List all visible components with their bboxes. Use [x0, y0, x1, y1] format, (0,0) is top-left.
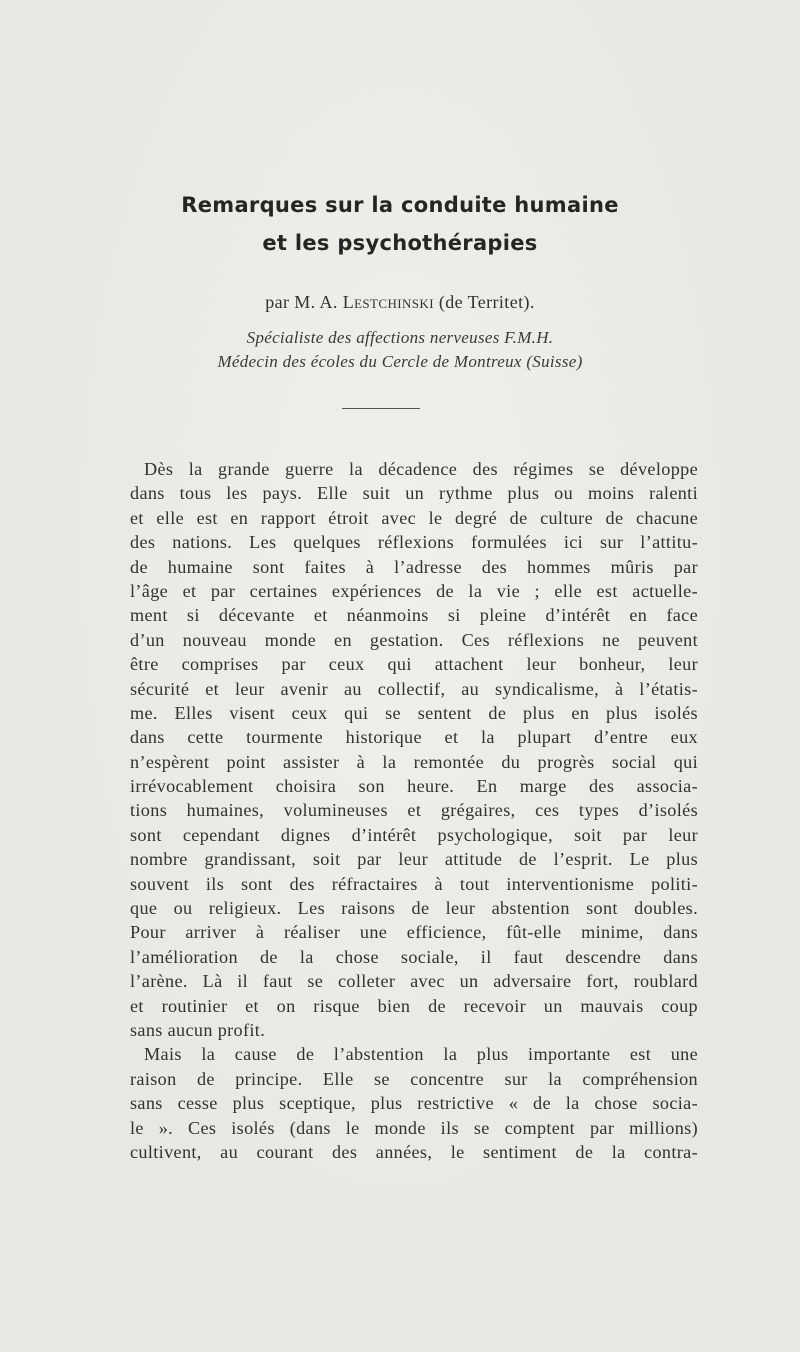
text-line: de humaine sont faites à l’adresse des hommes mûris par	[130, 556, 698, 577]
article-body	[130, 457, 698, 1164]
article-title-line-1: Remarques sur la conduite humaine	[181, 193, 619, 217]
byline-suffix: (de Territet).	[433, 292, 535, 312]
text-line: Mais la cause de l’abstention la plus importante est une	[144, 1044, 698, 1065]
text-line: Dès la grande guerre la décadence des régimes se développe	[144, 459, 698, 479]
text-line: être comprises par ceux qui attachent leur bonheur, leur	[130, 654, 698, 675]
text-line: n’espèrent point assister à la remontée du progrès social qui	[130, 751, 698, 772]
text-line: me. Elles visent ceux qui se sentent de plus en plus isolés	[130, 702, 698, 723]
text-line: sécurité et leur avenir au collectif, au syndicalisme, à l’étatis-	[130, 678, 698, 699]
author-affiliation-2: Médecin des écoles du Cercle de Montreux (Suisse)	[217, 352, 583, 371]
text-line: l’âge et par certaines expériences de la vie ; elle est actuelle-	[130, 580, 698, 601]
text-line: sont cependant dignes d’intérêt psychologique, soit par leur	[130, 824, 698, 845]
text-line: Pour arriver à réaliser une efficience, fût-elle minime, dans	[130, 922, 698, 943]
text-line: le ». Ces isolés (dans le monde ils se comptent par millions)	[130, 1117, 698, 1138]
text-line: sans aucun profit.	[130, 1019, 266, 1040]
paragraph-1	[130, 457, 698, 1042]
text-line: et elle est en rapport étroit avec le degré de culture de chacune	[130, 507, 698, 528]
text-line: raison de principe. Elle se concentre sur la compréhension	[130, 1068, 698, 1089]
text-line: ment si décevante et néanmoins si pleine d’intérêt en face	[130, 605, 698, 626]
section-divider	[342, 408, 420, 409]
text-line: cultivent, au courant des années, le sentiment de la contra-	[130, 1141, 698, 1162]
article-title-line-2: et les psychothérapies	[262, 231, 538, 255]
text-line: que ou religieux. Les raisons de leur abstention sont doubles.	[130, 898, 698, 919]
byline-prefix: par M. A.	[265, 292, 343, 312]
text-line: l’amélioration de la chose sociale, il faut descendre dans	[130, 946, 698, 967]
author-byline	[0, 292, 800, 313]
text-line: sans cesse plus sceptique, plus restrictive « de la chose socia-	[130, 1093, 698, 1114]
paragraph-2	[130, 1042, 698, 1164]
author-name: Lestchinski	[342, 292, 434, 312]
text-line: dans tous les pays. Elle suit un rythme plus ou moins ralenti	[130, 483, 698, 504]
text-line: et routinier et on risque bien de recevoir un mauvais coup	[130, 995, 698, 1016]
text-line: souvent ils sont des réfractaires à tout interventionisme politi-	[130, 873, 698, 894]
text-line: irrévocablement choisira son heure. En marge des associa-	[130, 776, 698, 797]
text-line: l’arène. Là il faut se colleter avec un adversaire fort, roublard	[130, 971, 698, 992]
text-line: des nations. Les quelques réflexions formulées ici sur l’attitu-	[130, 532, 698, 553]
author-affiliation-1: Spécialiste des affections nerveuses F.M.H.	[246, 328, 554, 347]
text-line: nombre grandissant, soit par leur attitude de l’esprit. Le plus	[130, 849, 698, 870]
text-line: tions humaines, volumineuses et grégaires, ces types d’isolés	[130, 800, 698, 821]
text-line: dans cette tourmente historique et la plupart d’entre eux	[130, 727, 698, 748]
text-line: d’un nouveau monde en gestation. Ces réflexions ne peuvent	[130, 629, 698, 650]
